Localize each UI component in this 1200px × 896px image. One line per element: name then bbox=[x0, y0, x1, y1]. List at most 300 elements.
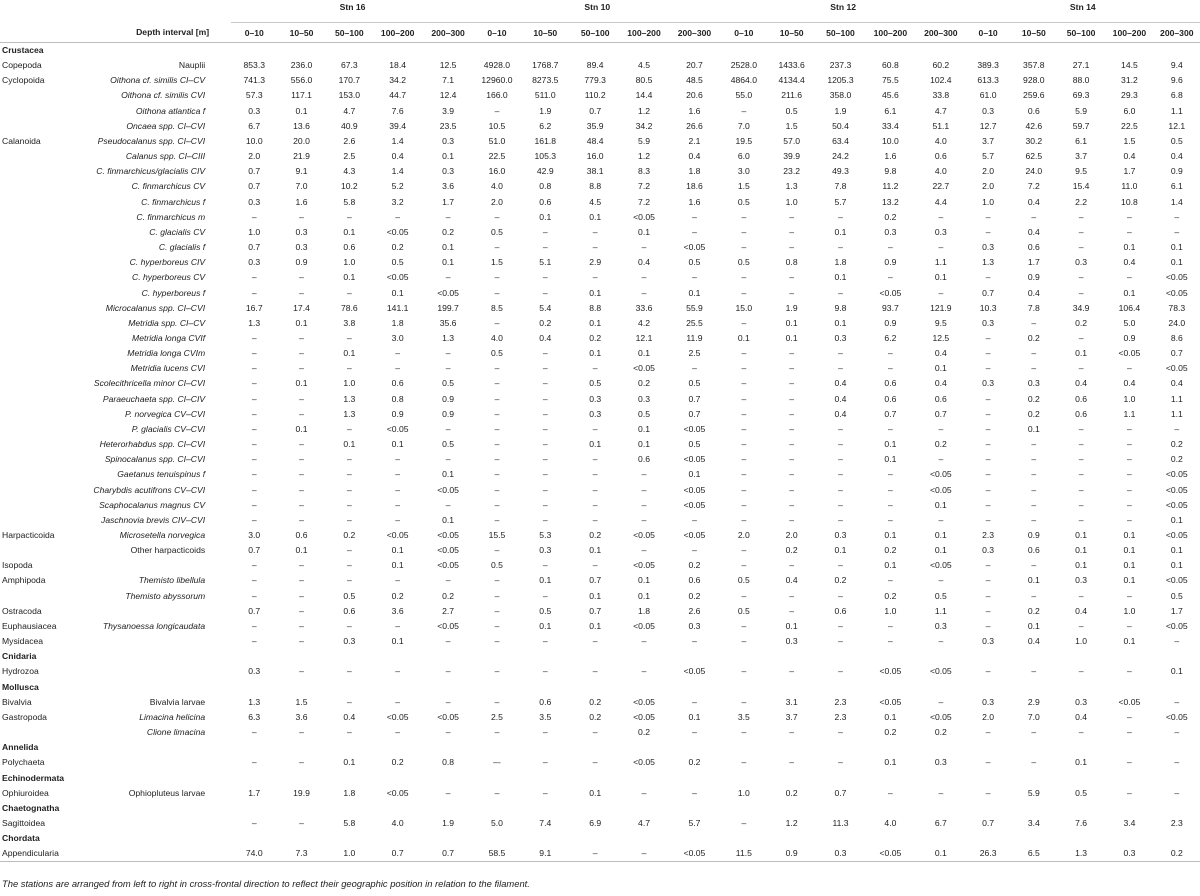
value-cell bbox=[1011, 831, 1057, 846]
value-cell: 3.0 bbox=[391, 332, 404, 343]
group-label bbox=[0, 467, 65, 482]
value-cell: 236.0 bbox=[290, 60, 313, 71]
value-cell: 0.1 bbox=[934, 499, 947, 510]
value-cell: 0.1 bbox=[1170, 257, 1183, 268]
value-cell: 928.0 bbox=[1023, 75, 1045, 86]
value-cell: 14.5 bbox=[1121, 60, 1138, 71]
table-row bbox=[0, 664, 1200, 679]
value-cell: 13.2 bbox=[882, 196, 899, 207]
value-cell: <0.05 bbox=[633, 711, 655, 722]
value-cell: – bbox=[741, 423, 747, 434]
value-cell: 1433.6 bbox=[778, 60, 805, 71]
taxon-label: Metridia lucens CVI bbox=[130, 363, 206, 374]
value-cell: 4134.4 bbox=[778, 75, 805, 86]
value-cell: 0.3 bbox=[834, 332, 847, 343]
value-cell: 0.4 bbox=[1075, 378, 1088, 389]
value-cell: – bbox=[1127, 514, 1132, 525]
value-cell bbox=[721, 740, 767, 755]
value-cell: 0.2 bbox=[688, 757, 701, 768]
value-cell: – bbox=[542, 666, 548, 677]
value-cell: 0.3 bbox=[1075, 696, 1088, 707]
value-cell: – bbox=[1174, 423, 1180, 434]
value-cell: – bbox=[789, 378, 795, 389]
value-cell: – bbox=[592, 484, 598, 495]
value-cell: – bbox=[741, 590, 747, 601]
phylum-row bbox=[0, 740, 1200, 755]
value-cell: 1.4 bbox=[391, 135, 404, 146]
value-cell: 93.7 bbox=[882, 302, 899, 313]
group-label: Euphausiacea bbox=[2, 620, 57, 631]
value-cell: <0.05 bbox=[1165, 469, 1188, 480]
taxon-label: C. hyperboreus f bbox=[141, 287, 206, 298]
value-cell: – bbox=[741, 757, 747, 768]
table-row bbox=[0, 270, 1200, 285]
value-cell: – bbox=[789, 287, 795, 298]
value-cell: 0.8 bbox=[539, 181, 552, 192]
value-cell: 10.8 bbox=[1121, 196, 1138, 207]
value-cell: 141.1 bbox=[386, 302, 409, 313]
value-cell: <0.05 bbox=[437, 711, 459, 722]
value-cell: – bbox=[251, 620, 257, 631]
value-cell bbox=[231, 771, 277, 786]
value-cell bbox=[1057, 43, 1105, 59]
value-cell: – bbox=[741, 696, 747, 707]
value-cell: 0.4 bbox=[1027, 636, 1040, 647]
value-cell: – bbox=[346, 423, 352, 434]
value-cell: <0.05 bbox=[683, 242, 706, 253]
value-cell: – bbox=[838, 439, 843, 450]
value-cell: – bbox=[838, 590, 843, 601]
value-cell: 0.6 bbox=[343, 242, 356, 253]
value-cell: – bbox=[888, 363, 893, 374]
table-body bbox=[0, 43, 1200, 862]
value-cell: – bbox=[299, 363, 304, 374]
value-cell: – bbox=[494, 575, 500, 586]
table-row bbox=[0, 695, 1200, 710]
value-cell: – bbox=[542, 469, 548, 480]
value-cell: 0.1 bbox=[1170, 560, 1183, 571]
taxon-label: C. glacialis CV bbox=[149, 226, 206, 237]
value-cell: 1.0 bbox=[1075, 636, 1088, 647]
depth-header: 100–200 bbox=[1105, 23, 1153, 43]
value-cell: – bbox=[251, 499, 257, 510]
value-cell: – bbox=[1031, 514, 1037, 525]
value-cell: <0.05 bbox=[865, 846, 916, 862]
value-cell: 1.0 bbox=[884, 605, 897, 616]
group-label bbox=[0, 149, 65, 164]
value-cell: 1.3 bbox=[442, 332, 455, 343]
value-cell bbox=[570, 680, 619, 695]
taxon-label: Oncaea spp. CI–CVI bbox=[126, 120, 206, 131]
value-cell: <0.05 bbox=[1165, 711, 1188, 722]
value-cell bbox=[668, 740, 721, 755]
value-cell: 1.2 bbox=[638, 105, 650, 116]
station-header: Stn 10 bbox=[474, 0, 721, 23]
value-cell: 9.4 bbox=[1170, 60, 1183, 71]
value-cell: 0.9 bbox=[295, 257, 308, 268]
value-cell: – bbox=[1174, 787, 1180, 798]
value-cell: 5.7 bbox=[688, 817, 701, 828]
value-cell bbox=[373, 43, 422, 59]
value-cell: – bbox=[692, 636, 697, 647]
value-cell bbox=[966, 740, 1011, 755]
group-label: Copepoda bbox=[2, 60, 42, 71]
value-cell: 0.5 bbox=[688, 378, 701, 389]
value-cell: 0.1 bbox=[442, 257, 455, 268]
value-cell: 2.0 bbox=[982, 181, 995, 192]
group-label bbox=[0, 346, 65, 361]
value-cell: – bbox=[985, 272, 991, 283]
value-cell bbox=[1011, 649, 1057, 664]
value-cell bbox=[474, 831, 520, 846]
taxon-label bbox=[65, 649, 231, 664]
value-cell: 1.5 bbox=[490, 257, 503, 268]
value-cell: – bbox=[251, 332, 257, 343]
value-cell: 0.7 bbox=[1170, 348, 1183, 359]
value-cell: 358.0 bbox=[829, 90, 852, 101]
value-cell bbox=[721, 831, 767, 846]
value-cell: – bbox=[985, 226, 991, 237]
value-cell: 0.4 bbox=[1075, 605, 1088, 616]
value-cell bbox=[326, 831, 373, 846]
value-cell: 29.3 bbox=[1121, 90, 1138, 101]
value-cell bbox=[1105, 831, 1153, 846]
value-cell: 0.1 bbox=[1170, 666, 1183, 677]
value-cell: – bbox=[838, 348, 843, 359]
value-cell bbox=[620, 740, 668, 755]
value-cell: 9.5 bbox=[1075, 166, 1088, 177]
value-cell: – bbox=[494, 636, 500, 647]
value-cell: 0.1 bbox=[884, 757, 897, 768]
value-cell: 1.3 bbox=[785, 181, 798, 192]
value-cell: – bbox=[888, 242, 893, 253]
value-cell bbox=[422, 771, 474, 786]
value-cell: 0.4 bbox=[1123, 151, 1136, 162]
value-cell: 199.7 bbox=[437, 302, 459, 313]
value-cell: – bbox=[938, 454, 944, 465]
value-cell: 0.5 bbox=[688, 257, 701, 268]
value-cell: 5.7 bbox=[834, 196, 847, 207]
value-cell: <0.05 bbox=[879, 666, 902, 677]
value-cell: –- bbox=[493, 757, 501, 768]
value-cell: – bbox=[938, 211, 944, 222]
value-cell: <0.05 bbox=[633, 363, 655, 374]
value-cell bbox=[721, 649, 767, 664]
value-cell: – bbox=[346, 332, 352, 343]
taxon-label: Scolecithricella minor CI–CVI bbox=[93, 378, 206, 389]
group-label bbox=[0, 195, 65, 210]
value-cell: – bbox=[789, 272, 795, 283]
value-cell: – bbox=[1174, 636, 1180, 647]
value-cell bbox=[1154, 43, 1200, 59]
value-cell: – bbox=[346, 469, 352, 480]
value-cell: – bbox=[494, 423, 500, 434]
value-cell: – bbox=[542, 514, 548, 525]
value-cell: 15.4 bbox=[1072, 181, 1090, 192]
taxon-label: Metridia spp. CI–CV bbox=[128, 317, 206, 328]
value-cell: 3.4 bbox=[1123, 817, 1136, 828]
value-cell: 1.7 bbox=[1027, 257, 1040, 268]
value-cell: – bbox=[1078, 242, 1084, 253]
value-cell: – bbox=[741, 211, 747, 222]
value-cell: 0.3 bbox=[982, 378, 995, 389]
value-cell: 0.2 bbox=[688, 560, 701, 571]
depth-interval-label: Depth interval [m] bbox=[65, 23, 231, 43]
value-cell bbox=[916, 801, 965, 816]
depth-header: 100–200 bbox=[865, 23, 916, 43]
value-cell bbox=[520, 831, 570, 846]
value-cell: 6.2 bbox=[884, 332, 897, 343]
value-cell: – bbox=[251, 272, 257, 283]
value-cell: 0.8 bbox=[442, 757, 455, 768]
phylum-label: Chordata bbox=[2, 833, 40, 844]
value-cell bbox=[721, 801, 767, 816]
value-cell: – bbox=[789, 590, 795, 601]
value-cell: – bbox=[741, 636, 747, 647]
table-row bbox=[0, 376, 1200, 391]
depth-header: 50–100 bbox=[326, 23, 373, 43]
value-cell: – bbox=[299, 727, 304, 738]
taxon-label bbox=[65, 680, 231, 695]
value-cell: 0.1 bbox=[295, 105, 308, 116]
value-cell: 0.1 bbox=[539, 575, 552, 586]
value-cell: 0.1 bbox=[1075, 560, 1088, 571]
value-cell bbox=[966, 831, 1011, 846]
value-cell: <0.05 bbox=[879, 287, 902, 298]
table-row bbox=[0, 483, 1200, 498]
value-cell: 35.6 bbox=[439, 317, 457, 328]
value-cell bbox=[277, 680, 325, 695]
value-cell: – bbox=[938, 696, 944, 707]
value-cell: – bbox=[789, 242, 795, 253]
table-row bbox=[0, 316, 1200, 331]
value-cell: 0.1 bbox=[343, 272, 356, 283]
depth-header: 0–10 bbox=[231, 23, 277, 43]
value-cell: 34.2 bbox=[389, 75, 407, 86]
value-cell: 0.9 bbox=[391, 408, 404, 419]
value-cell: – bbox=[494, 620, 500, 631]
value-cell bbox=[668, 771, 721, 786]
value-cell bbox=[767, 831, 816, 846]
value-cell bbox=[816, 801, 864, 816]
value-cell: 8.8 bbox=[589, 181, 602, 192]
value-cell: – bbox=[251, 469, 257, 480]
value-cell: – bbox=[346, 484, 352, 495]
value-cell: – bbox=[494, 317, 500, 328]
table-row bbox=[0, 725, 1200, 740]
value-cell: 0.3 bbox=[589, 393, 602, 404]
value-cell: – bbox=[838, 454, 843, 465]
value-cell: 0.9 bbox=[1027, 530, 1040, 540]
group-label: Harpacticoida bbox=[2, 530, 55, 540]
value-cell: 6.0 bbox=[1123, 105, 1136, 116]
value-cell: – bbox=[1127, 711, 1132, 722]
value-cell: 0.5 bbox=[737, 575, 750, 586]
value-cell: 389.3 bbox=[977, 60, 999, 71]
value-cell: 0.4 bbox=[1075, 711, 1088, 722]
value-cell: 0.5 bbox=[343, 590, 356, 601]
table-row bbox=[0, 710, 1200, 725]
value-cell: – bbox=[592, 666, 598, 677]
value-cell: 7.0 bbox=[1027, 711, 1040, 722]
value-cell: – bbox=[741, 484, 747, 495]
value-cell: 0.2 bbox=[539, 317, 552, 328]
value-cell: 0.1 bbox=[1123, 560, 1136, 571]
value-cell: 1.3 bbox=[1057, 846, 1105, 862]
value-cell: – bbox=[985, 469, 991, 480]
value-cell: – bbox=[445, 575, 451, 586]
value-cell bbox=[668, 831, 721, 846]
value-cell bbox=[916, 740, 965, 755]
value-cell: 21.9 bbox=[293, 151, 310, 162]
value-cell: – bbox=[1031, 590, 1037, 601]
value-cell bbox=[570, 43, 619, 59]
value-cell: 10.3 bbox=[979, 302, 997, 313]
value-cell: 1.5 bbox=[737, 181, 750, 192]
value-cell: – bbox=[1174, 211, 1180, 222]
table-row bbox=[0, 392, 1200, 407]
value-cell: 0.3 bbox=[982, 105, 995, 116]
value-cell: – bbox=[741, 727, 747, 738]
value-cell: – bbox=[838, 211, 843, 222]
value-cell: – bbox=[346, 211, 352, 222]
value-cell: 0.9 bbox=[1170, 166, 1183, 177]
value-cell: – bbox=[542, 287, 548, 298]
value-cell: – bbox=[985, 727, 991, 738]
value-cell: 48.4 bbox=[586, 135, 604, 146]
value-cell: – bbox=[789, 560, 795, 571]
value-cell: 6.1 bbox=[884, 105, 897, 116]
value-cell: – bbox=[494, 454, 500, 465]
group-label: Bivalvia bbox=[2, 696, 32, 707]
group-label bbox=[0, 301, 65, 316]
value-cell: 2.0 bbox=[982, 711, 995, 722]
value-cell: 0.1 bbox=[785, 620, 798, 631]
value-cell: 1205.3 bbox=[827, 75, 854, 86]
value-cell: 4.0 bbox=[391, 817, 404, 828]
value-cell: 3.5 bbox=[539, 711, 552, 722]
value-cell: 16.0 bbox=[488, 166, 506, 177]
value-cell: 0.7 bbox=[248, 605, 261, 616]
value-cell: – bbox=[494, 272, 500, 283]
value-cell bbox=[620, 649, 668, 664]
value-cell: 0.4 bbox=[1170, 151, 1183, 162]
value-cell bbox=[865, 801, 916, 816]
value-cell: – bbox=[494, 363, 500, 374]
value-cell: <0.05 bbox=[633, 757, 655, 768]
value-cell: – bbox=[741, 272, 747, 283]
value-cell: – bbox=[888, 272, 893, 283]
value-cell: 0.3 bbox=[442, 166, 455, 177]
value-cell: – bbox=[542, 242, 548, 253]
value-cell: 33.4 bbox=[882, 120, 899, 131]
value-cell: – bbox=[1127, 787, 1132, 798]
table-row bbox=[0, 467, 1200, 482]
value-cell: 80.5 bbox=[635, 75, 653, 86]
value-cell: 0.1 bbox=[539, 211, 552, 222]
value-cell bbox=[1011, 43, 1057, 59]
depth-header: 0–10 bbox=[721, 23, 767, 43]
phylum-label: Chaetognatha bbox=[2, 802, 60, 813]
value-cell: 0.7 bbox=[422, 846, 474, 862]
value-cell: – bbox=[985, 393, 991, 404]
value-cell: – bbox=[592, 226, 598, 237]
value-cell bbox=[1154, 740, 1200, 755]
value-cell: 0.9 bbox=[442, 393, 455, 404]
taxon-label bbox=[65, 604, 231, 619]
value-cell: – bbox=[641, 484, 647, 495]
value-cell: – bbox=[1127, 272, 1132, 283]
value-cell: – bbox=[395, 514, 401, 525]
value-cell: 1.1 bbox=[1123, 408, 1136, 419]
value-cell: 0.1 bbox=[884, 711, 897, 722]
value-cell: 34.9 bbox=[1072, 302, 1090, 313]
value-cell: – bbox=[789, 514, 795, 525]
value-cell: – bbox=[299, 393, 304, 404]
value-cell: – bbox=[299, 817, 304, 828]
phylum-row bbox=[0, 649, 1200, 664]
phylum-label: Annelida bbox=[2, 742, 39, 753]
value-cell: 0.1 bbox=[638, 423, 650, 434]
value-cell bbox=[1057, 649, 1105, 664]
value-cell: 0.6 bbox=[1075, 393, 1088, 404]
group-label bbox=[0, 210, 65, 225]
value-cell: – bbox=[838, 514, 843, 525]
value-cell: 0.3 bbox=[884, 226, 897, 237]
value-cell: – bbox=[985, 590, 991, 601]
value-cell: 357.8 bbox=[1023, 60, 1045, 71]
value-cell: – bbox=[1078, 332, 1084, 343]
value-cell: 613.3 bbox=[977, 75, 999, 86]
value-cell: 1.7 bbox=[248, 787, 261, 798]
value-cell: 0.1 bbox=[343, 439, 356, 450]
value-cell bbox=[1057, 831, 1105, 846]
value-cell: 0.1 bbox=[884, 560, 897, 571]
table-row bbox=[0, 558, 1200, 573]
value-cell: 15.0 bbox=[735, 302, 753, 313]
group-label: Sagittoidea bbox=[2, 817, 46, 828]
group-label bbox=[0, 270, 65, 285]
value-cell: – bbox=[494, 393, 500, 404]
value-cell: – bbox=[789, 454, 795, 465]
value-cell: 1.3 bbox=[248, 317, 261, 328]
value-cell: – bbox=[888, 469, 893, 480]
value-cell: – bbox=[395, 484, 401, 495]
value-cell: – bbox=[494, 696, 500, 707]
group-label: Ostracoda bbox=[2, 605, 42, 616]
value-cell: 3.9 bbox=[442, 105, 455, 116]
depth-header: 50–100 bbox=[816, 23, 864, 43]
value-cell: – bbox=[494, 514, 500, 525]
value-cell: 39.9 bbox=[783, 151, 800, 162]
value-cell bbox=[1057, 680, 1105, 695]
value-cell bbox=[1154, 771, 1200, 786]
value-cell: 2.7 bbox=[442, 605, 455, 616]
value-cell: 1.3 bbox=[343, 393, 356, 404]
value-cell: – bbox=[1031, 484, 1037, 495]
value-cell: 1.2 bbox=[638, 151, 650, 162]
group-label: Hydrozoa bbox=[2, 666, 39, 677]
value-cell bbox=[721, 43, 767, 59]
value-cell: 0.1 bbox=[391, 439, 404, 450]
value-cell: 0.8 bbox=[785, 257, 798, 268]
value-cell: 0.6 bbox=[1075, 408, 1088, 419]
value-cell: – bbox=[542, 454, 548, 465]
value-cell: – bbox=[888, 636, 893, 647]
value-cell: 0.6 bbox=[834, 605, 847, 616]
value-cell: – bbox=[741, 378, 747, 389]
value-cell bbox=[1105, 771, 1153, 786]
